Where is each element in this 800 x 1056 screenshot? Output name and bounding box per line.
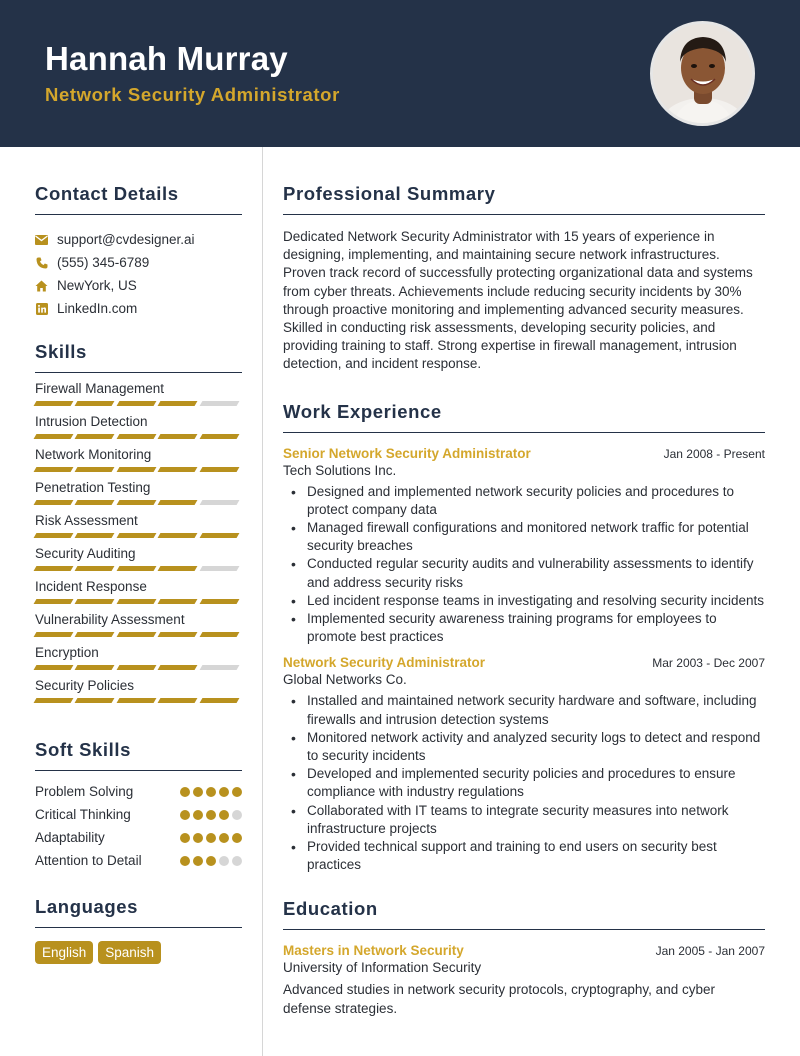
education-entry [283,943,765,1017]
skill-level-segment [158,467,198,472]
skill-level-segment [34,401,74,406]
summary-text: Dedicated Network Security Administrator with 15 years of experience in designing, implementing, and maintaining secure network infrastructures. Proven track record of successfully protecting organizational data and systems from cyber threats. Achievements include reducing security incidents by 30% through proactive monitoring and implementing advanced security measures. Skilled in conducting risk assessments, developing security policies, and providing training to staff. Strong expertise in firewall management, intrusion detection, and incident response. [283,229,753,372]
skill-level-segment [116,566,156,571]
skill-level-segment [158,401,198,406]
rating-dot [219,810,229,820]
skill-level-segment [116,632,156,637]
skill-item [35,545,242,571]
skill-level-segment [199,533,239,538]
skill-name: Security Auditing [35,546,136,561]
right-column [283,147,765,1018]
skill-item [35,611,242,637]
soft-skill-name: Attention to Detail [35,853,142,868]
skill-item [35,644,242,670]
soft-skill-name: Critical Thinking [35,807,131,822]
languages-heading: Languages [35,896,242,928]
job-company: Tech Solutions Inc. [283,462,397,478]
skill-name: Penetration Testing [35,480,151,495]
candidate-name: Hannah Murray [45,40,288,77]
rating-dot [219,833,229,843]
skill-name: Incident Response [35,579,147,594]
skills-section [35,341,242,703]
rating-dot [193,833,203,843]
rating-dot [232,833,242,843]
job-bullets [283,483,765,647]
skill-level-segment [199,566,239,571]
summary-heading: Professional Summary [283,183,765,215]
skill-level-segment [199,467,239,472]
skill-name: Security Policies [35,678,135,693]
job-bullet: • Installed and maintained network security hardware and software, including firewalls and intrusion detection systems [283,692,765,728]
skill-level-segment [158,500,198,505]
skills-heading: Skills [35,341,242,373]
job-bullet: • Implemented security awareness training programs for employees to promote best practices [283,610,765,646]
column-divider [262,147,263,1056]
contact-email-text: support@cvdesigner.ai [57,232,195,247]
skill-level-bar [35,698,242,703]
experience-heading: Work Experience [283,401,765,433]
skill-level-segment [116,665,156,670]
language-badge: English [35,941,93,964]
skill-level-segment [158,665,198,670]
skill-level-bar [35,401,242,406]
home-icon [35,279,48,292]
education-description: Advanced studies in network security protocols, cryptography, and cyber defense strategies. [283,982,715,1016]
job-bullet: • Provided technical support and training to end users on security best practices [283,838,765,874]
skill-level-segment [75,467,115,472]
skill-name: Network Monitoring [35,447,152,462]
contact-section [35,183,242,320]
skill-level-segment [34,632,74,637]
skill-level-segment [158,533,198,538]
skill-level-segment [34,500,74,505]
rating-dot [180,856,190,866]
job-bullet: • Monitored network activity and analyzed security logs to detect and respond to security incidents [283,729,765,765]
skill-level-segment [116,698,156,703]
job-bullet: • Managed firewall configurations and monitored network traffic for potential security breaches [283,519,765,555]
rating-dot [232,856,242,866]
soft-skill-rating [177,833,242,843]
skill-level-segment [116,434,156,439]
rating-dot [193,856,203,866]
skill-level-segment [75,533,115,538]
skill-level-bar [35,566,242,571]
skill-level-segment [158,434,198,439]
job-bullet: • Designed and implemented network security policies and procedures to protect company data [283,483,765,519]
soft-skills-section [35,739,242,872]
linkedin-icon [35,302,48,315]
skill-item [35,380,242,406]
skill-level-segment [158,599,198,604]
skill-level-segment [75,500,115,505]
skill-item [35,677,242,703]
job-bullet: • Developed and implemented security policies and procedures to ensure compliance with industry regulations [283,765,765,801]
job-bullets [283,692,765,874]
skill-item [35,413,242,439]
skill-level-segment [199,632,239,637]
soft-skills-heading: Soft Skills [35,739,242,771]
skill-level-bar [35,434,242,439]
skill-level-bar [35,500,242,505]
soft-skill-item [35,849,242,872]
skill-level-segment [158,566,198,571]
rating-dot [219,856,229,866]
soft-skill-rating [177,856,242,866]
skill-level-bar [35,599,242,604]
skills-list [35,380,242,703]
language-badge: Spanish [98,941,161,964]
soft-skill-rating [177,810,242,820]
rating-dot [232,810,242,820]
job-entry [283,655,765,874]
soft-skill-name: Problem Solving [35,784,134,799]
education-school: University of Information Security [283,960,482,976]
skill-item [35,578,242,604]
skill-level-segment [116,467,156,472]
skill-level-segment [116,533,156,538]
job-entry [283,446,765,647]
skill-name: Intrusion Detection [35,414,148,429]
soft-skill-name: Adaptability [35,830,105,845]
skill-level-segment [199,434,239,439]
skill-level-segment [34,467,74,472]
education-heading: Education [283,898,765,930]
skill-level-segment [34,434,74,439]
job-date: Jan 2008 - Present [663,446,765,461]
candidate-title: Network Security Administrator [45,84,340,105]
skill-level-segment [158,632,198,637]
skill-item [35,446,242,472]
rating-dot [219,787,229,797]
skill-level-segment [34,698,74,703]
soft-skill-item [35,780,242,803]
skill-level-bar [35,632,242,637]
skill-name: Firewall Management [35,381,165,396]
job-company: Global Networks Co. [283,672,407,688]
rating-dot [206,787,216,797]
skill-level-segment [75,698,115,703]
skill-name: Vulnerability Assessment [35,612,185,627]
resume-header [0,0,800,147]
skill-level-bar [35,467,242,472]
soft-skill-item [35,826,242,849]
skill-level-segment [199,665,239,670]
job-title: Network Security Administrator [283,655,486,671]
skill-name: Encryption [35,645,99,660]
rating-dot [180,787,190,797]
rating-dot [180,833,190,843]
languages-section [35,896,242,964]
soft-skill-item [35,803,242,826]
education-date: Jan 2005 - Jan 2007 [655,944,765,959]
contact-linkedin[interactable] [35,297,242,320]
skill-level-segment [75,401,115,406]
skill-level-segment [199,599,239,604]
skill-level-segment [34,599,74,604]
soft-skill-rating [177,787,242,797]
portrait-image [653,24,752,123]
skill-level-segment [34,665,74,670]
job-bullet: • Conducted regular security audits and vulnerability assessments to identify and address security risks [283,555,765,591]
rating-dot [206,833,216,843]
education-section [283,898,765,1017]
contact-email [35,228,242,251]
skill-item [35,512,242,538]
rating-dot [180,810,190,820]
skill-name: Risk Assessment [35,513,138,528]
contact-location [35,274,242,297]
skill-level-segment [199,500,239,505]
skill-item [35,479,242,505]
job-bullet: • Led incident response teams in investigating and resolving security incidents [283,592,765,610]
skill-level-segment [199,401,239,406]
contact-heading: Contact Details [35,183,242,215]
contact-phone-text: (555) 345-6789 [57,255,150,270]
languages-list [35,941,242,964]
skill-level-segment [34,533,74,538]
skill-level-segment [75,665,115,670]
skill-level-segment [199,698,239,703]
rating-dot [232,787,242,797]
rating-dot [193,787,203,797]
rating-dot [193,810,203,820]
job-date: Mar 2003 - Dec 2007 [652,656,765,671]
rating-dot [206,856,216,866]
left-column [35,147,242,964]
experience-section [283,401,765,875]
soft-skills-list [35,780,242,872]
envelope-icon [35,233,48,246]
skill-level-segment [116,500,156,505]
skill-level-segment [116,599,156,604]
skill-level-segment [34,566,74,571]
summary-section [283,183,765,374]
profile-photo [650,21,755,126]
rating-dot [206,810,216,820]
skill-level-segment [75,632,115,637]
skill-level-bar [35,665,242,670]
skill-level-segment [158,698,198,703]
skill-level-bar [35,533,242,538]
job-title: Senior Network Security Administrator [283,445,531,461]
contact-location-text: NewYork, US [57,278,137,293]
job-bullet: • Collaborated with IT teams to integrate security measures into network infrastructure projects [283,802,765,838]
skill-level-segment [75,599,115,604]
contact-linkedin-text[interactable]: LinkedIn.com [57,301,138,316]
skill-level-segment [75,566,115,571]
skill-level-segment [116,401,156,406]
skill-level-segment [75,434,115,439]
contact-phone [35,251,242,274]
education-degree: Masters in Network Security [283,943,464,959]
phone-icon [35,256,48,269]
